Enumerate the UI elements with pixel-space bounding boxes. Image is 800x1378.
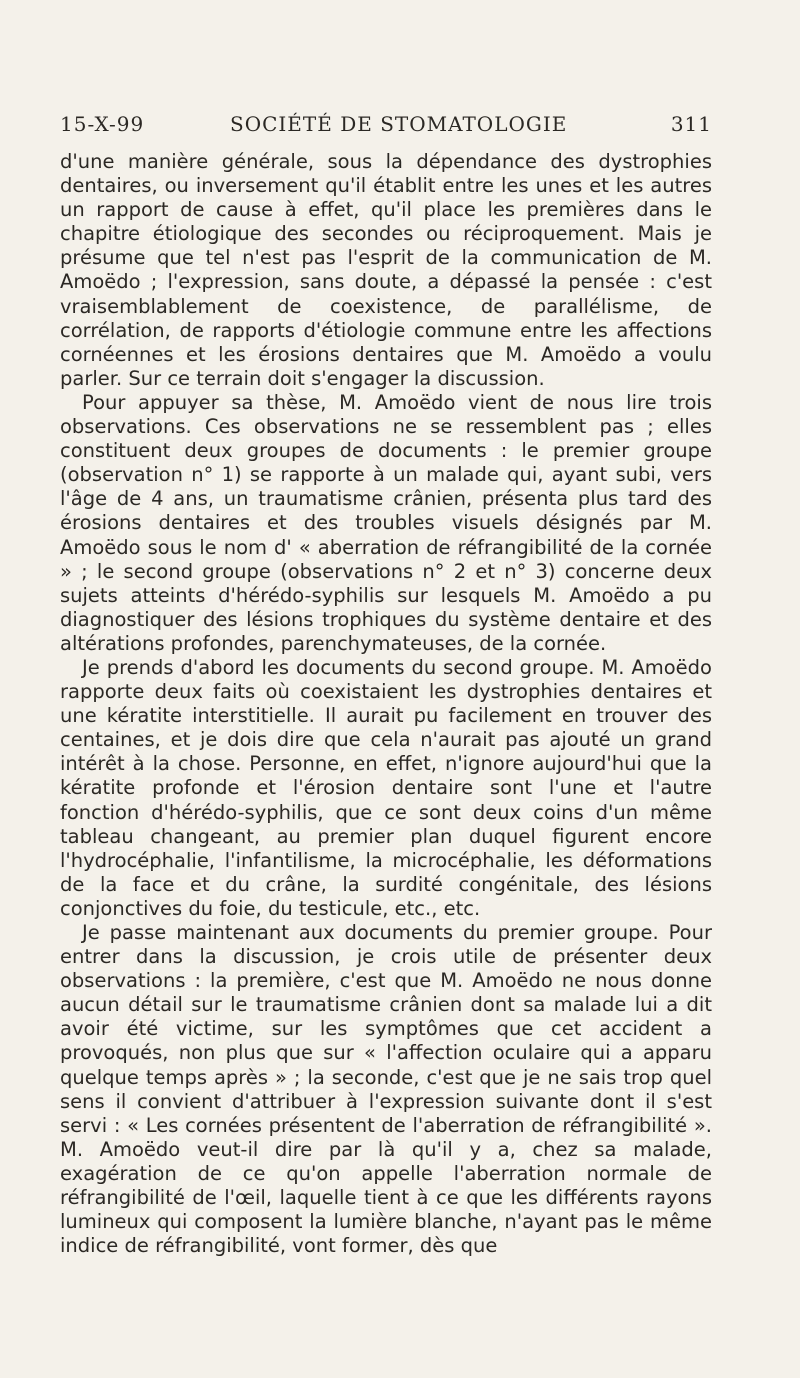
running-header	[60, 112, 712, 144]
header-date: 15-X-99	[60, 112, 145, 136]
header-title: SOCIÉTÉ DE STOMATOLOGIE	[230, 112, 568, 136]
page-number: 311	[670, 112, 712, 136]
paragraph-1: d'une manière générale, sous la dépendance des dystrophies dentaires, ou inversement qu'il établit entre les unes et les autres un rapport de cause à effet, qu'il place les premières dans le chapitre étiologique des secondes ou réciproquement. Mais je présume que tel n'est pas l'esprit de la communication de M. Amoëdo ; l'expression, sans doute, a dépassé la pensée : c'est vraisemblablement de coexistence, de parallélisme, de corrélation, de rapports d'étiologie commune entre les affections cornéennes et les érosions dentaires que M. Amoëdo a voulu parler. Sur ce terrain doit s'engager la discussion.	[60, 150, 712, 390]
paragraph-4: Je passe maintenant aux documents du premier groupe. Pour entrer dans la discussion, je crois utile de présenter deux observations : la première, c'est que M. Amoëdo ne nous donne aucun détail sur le traumatisme crânien dont sa malade lui a dit avoir été victime, sur les symptômes que cet accident a provoqués, non plus que sur « l'affection oculaire qui a apparu quelque temps après » ; la seconde, c'est que je ne sais trop quel sens il convient d'attribuer à l'expression suivante dont il s'est servi : « Les cornées présentent de l'aberration de réfrangibilité ». M. Amoëdo veut-il dire par là qu'il y a, chez sa malade, exagération de ce qu'on appelle l'aberration normale de réfrangibilité de l'œil, laquelle tient à ce que les différents rayons lumineux qui composent la lumière blanche, n'ayant pas le même indice de réfrangibilité, vont former, dès que	[60, 921, 712, 1258]
paragraph-2: Pour appuyer sa thèse, M. Amoëdo vient de nous lire trois observations. Ces observations ne se ressemblent pas ; elles constituent deux groupes de documents : le premier groupe (observation n° 1) se rapporte à un malade qui, ayant subi, vers l'âge de 4 ans, un traumatisme crânien, présenta plus tard des érosions dentaires et des troubles visuels désignés par M. Amoëdo sous le nom d' « aberration de réfrangibilité de la cornée » ; le second groupe (observations n° 2 et n° 3) concerne deux sujets atteints d'hérédo-syphilis sur lesquels M. Amoëdo a pu diagnostiquer des lésions trophiques du système dentaire et des altérations profondes, parenchymateuses, de la cornée.	[60, 390, 712, 655]
paragraph-3: Je prends d'abord les documents du second groupe. M. Amoëdo rapporte deux faits où coexistaient les dystrophies dentaires et une kératite interstitielle. Il aurait pu facilement en trouver des centaines, et je dois dire que cela n'aurait pas ajouté un grand intérêt à la chose. Personne, en effet, n'ignore aujourd'hui que la kératite profonde et l'érosion dentaire sont l'une et l'autre fonction d'hérédo-syphilis, que ce sont deux coins d'un même tableau changeant, au premier plan duquel figurent encore l'hydrocéphalie, l'infantilisme, la microcéphalie, les déformations de la face et du crâne, la surdité congénitale, des lésions conjonctives du foie, du testicule, etc., etc.	[60, 655, 712, 920]
body-text	[60, 150, 712, 1258]
